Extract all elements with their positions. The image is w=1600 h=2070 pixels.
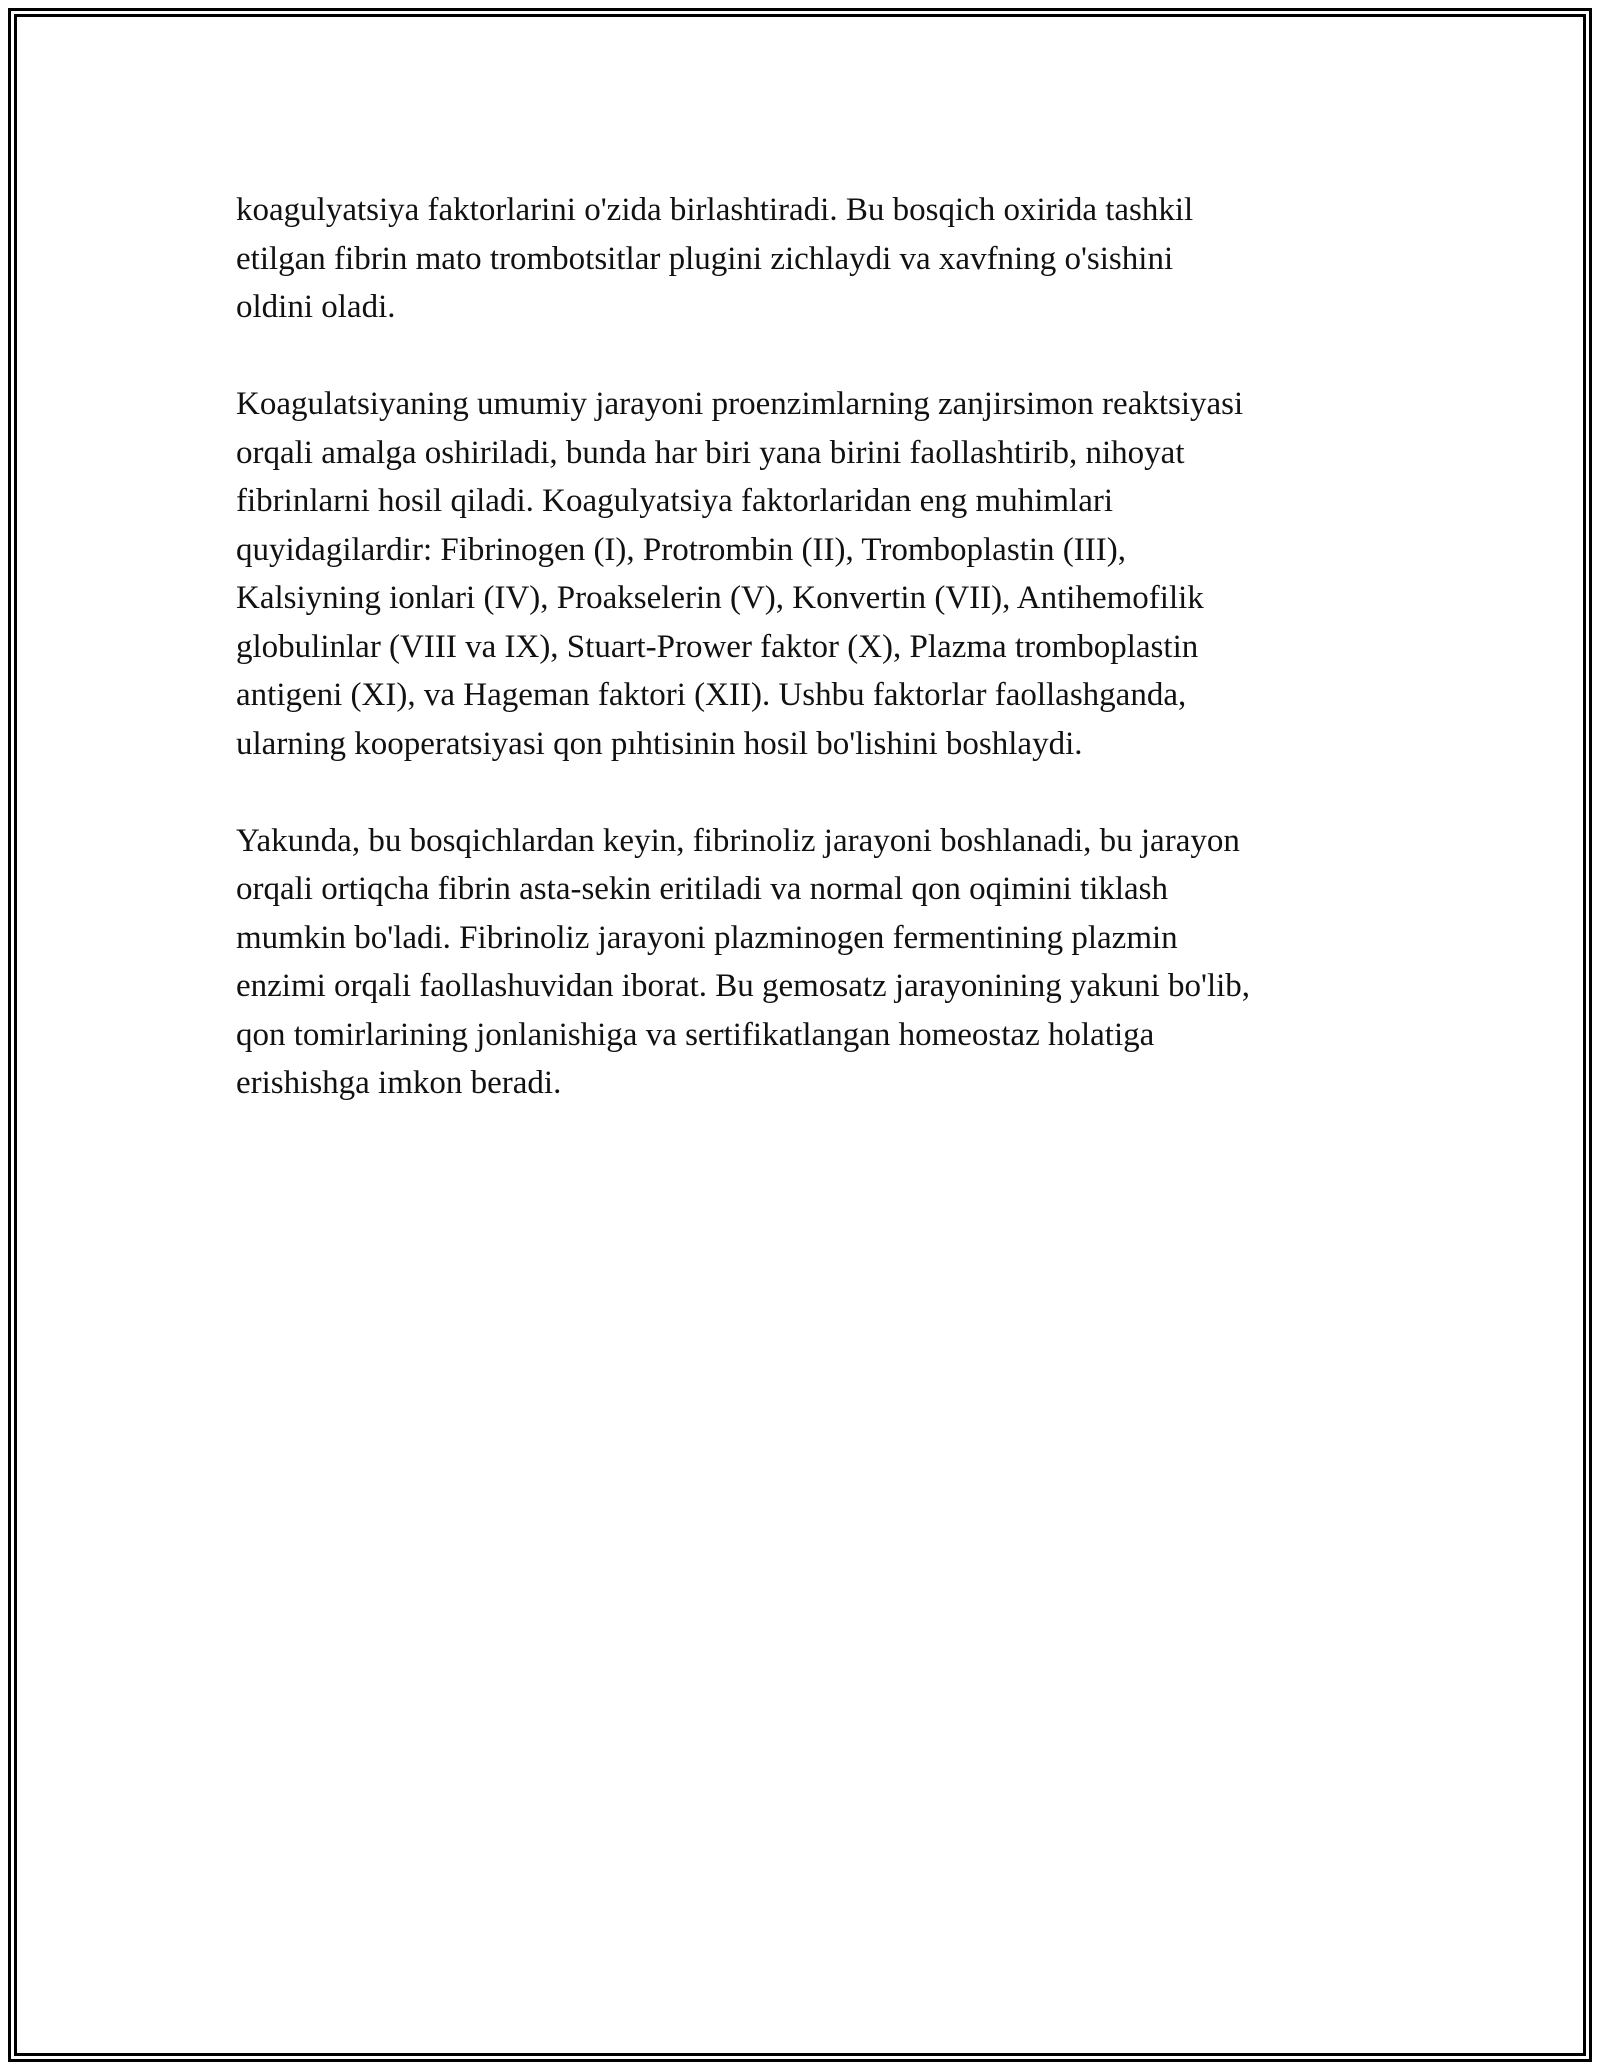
text-line: antigeni (XI), va Hageman faktori (XII). Ushbu faktorlar faollashganda, [236,677,1187,713]
text-line: mumkin bo'ladi. Fibrinoliz jarayoni plazminogen fermentining plazmin [236,919,1178,956]
paragraph-2 [236,380,1386,768]
text-line: orqali ortiqcha fibrin asta-sekin eritiladi va normal qon oqimini tiklash [236,871,1169,907]
text-line: Kalsiyning ionlari (IV), Proakselerin (V), Konvertin (VII), Antihemofilik [236,580,1204,616]
document-body [236,186,1386,1156]
paragraph-1 [236,186,1386,332]
paragraph-3 [236,817,1386,1108]
text-line: quyidagilardir: Fibrinogen (I), Protrombin (II), Tromboplastin (III), [236,531,1126,568]
text-line: globulinlar (VIII va IX), Stuart-Prower faktor (X), Plazma tromboplastin [236,628,1199,665]
text-line: orqali amalga oshiriladi, bunda har biri yana birini faollashtirib, nihoyat [236,434,1185,471]
text-line: koagulyatsiya faktorlarini o'zida birlashtiradi. Bu bosqich oxirida tashkil [236,192,1194,228]
text-line: Koagulatsiyaning umumiy jarayoni proenzimlarning zanjirsimon reaktsiyasi [236,386,1244,422]
text-line: ularning kooperatsiyasi qon pıhtisinin hosil bo'lishini boshlaydi. [236,725,1083,762]
text-line: enzimi orqali faollashuvidan iborat. Bu gemosatz jarayonining yakuni bo'lib, [236,968,1251,1004]
text-line: qon tomirlarining jonlanishiga va sertifikatlangan homeostaz holatiga [236,1016,1155,1053]
text-line: fibrinlarni hosil qiladi. Koagulyatsiya faktorlaridan eng muhimlari [236,483,1114,519]
text-line: Yakunda, bu bosqichlardan keyin, fibrinoliz jarayoni boshlanadi, bu jarayon [236,822,1240,859]
text-line: erishishga imkon beradi. [236,1065,562,1101]
text-line: oldini oladi. [236,289,396,325]
text-line: etilgan fibrin mato trombotsitlar plugini zichlaydi va xavfning o'sishini [236,240,1174,277]
